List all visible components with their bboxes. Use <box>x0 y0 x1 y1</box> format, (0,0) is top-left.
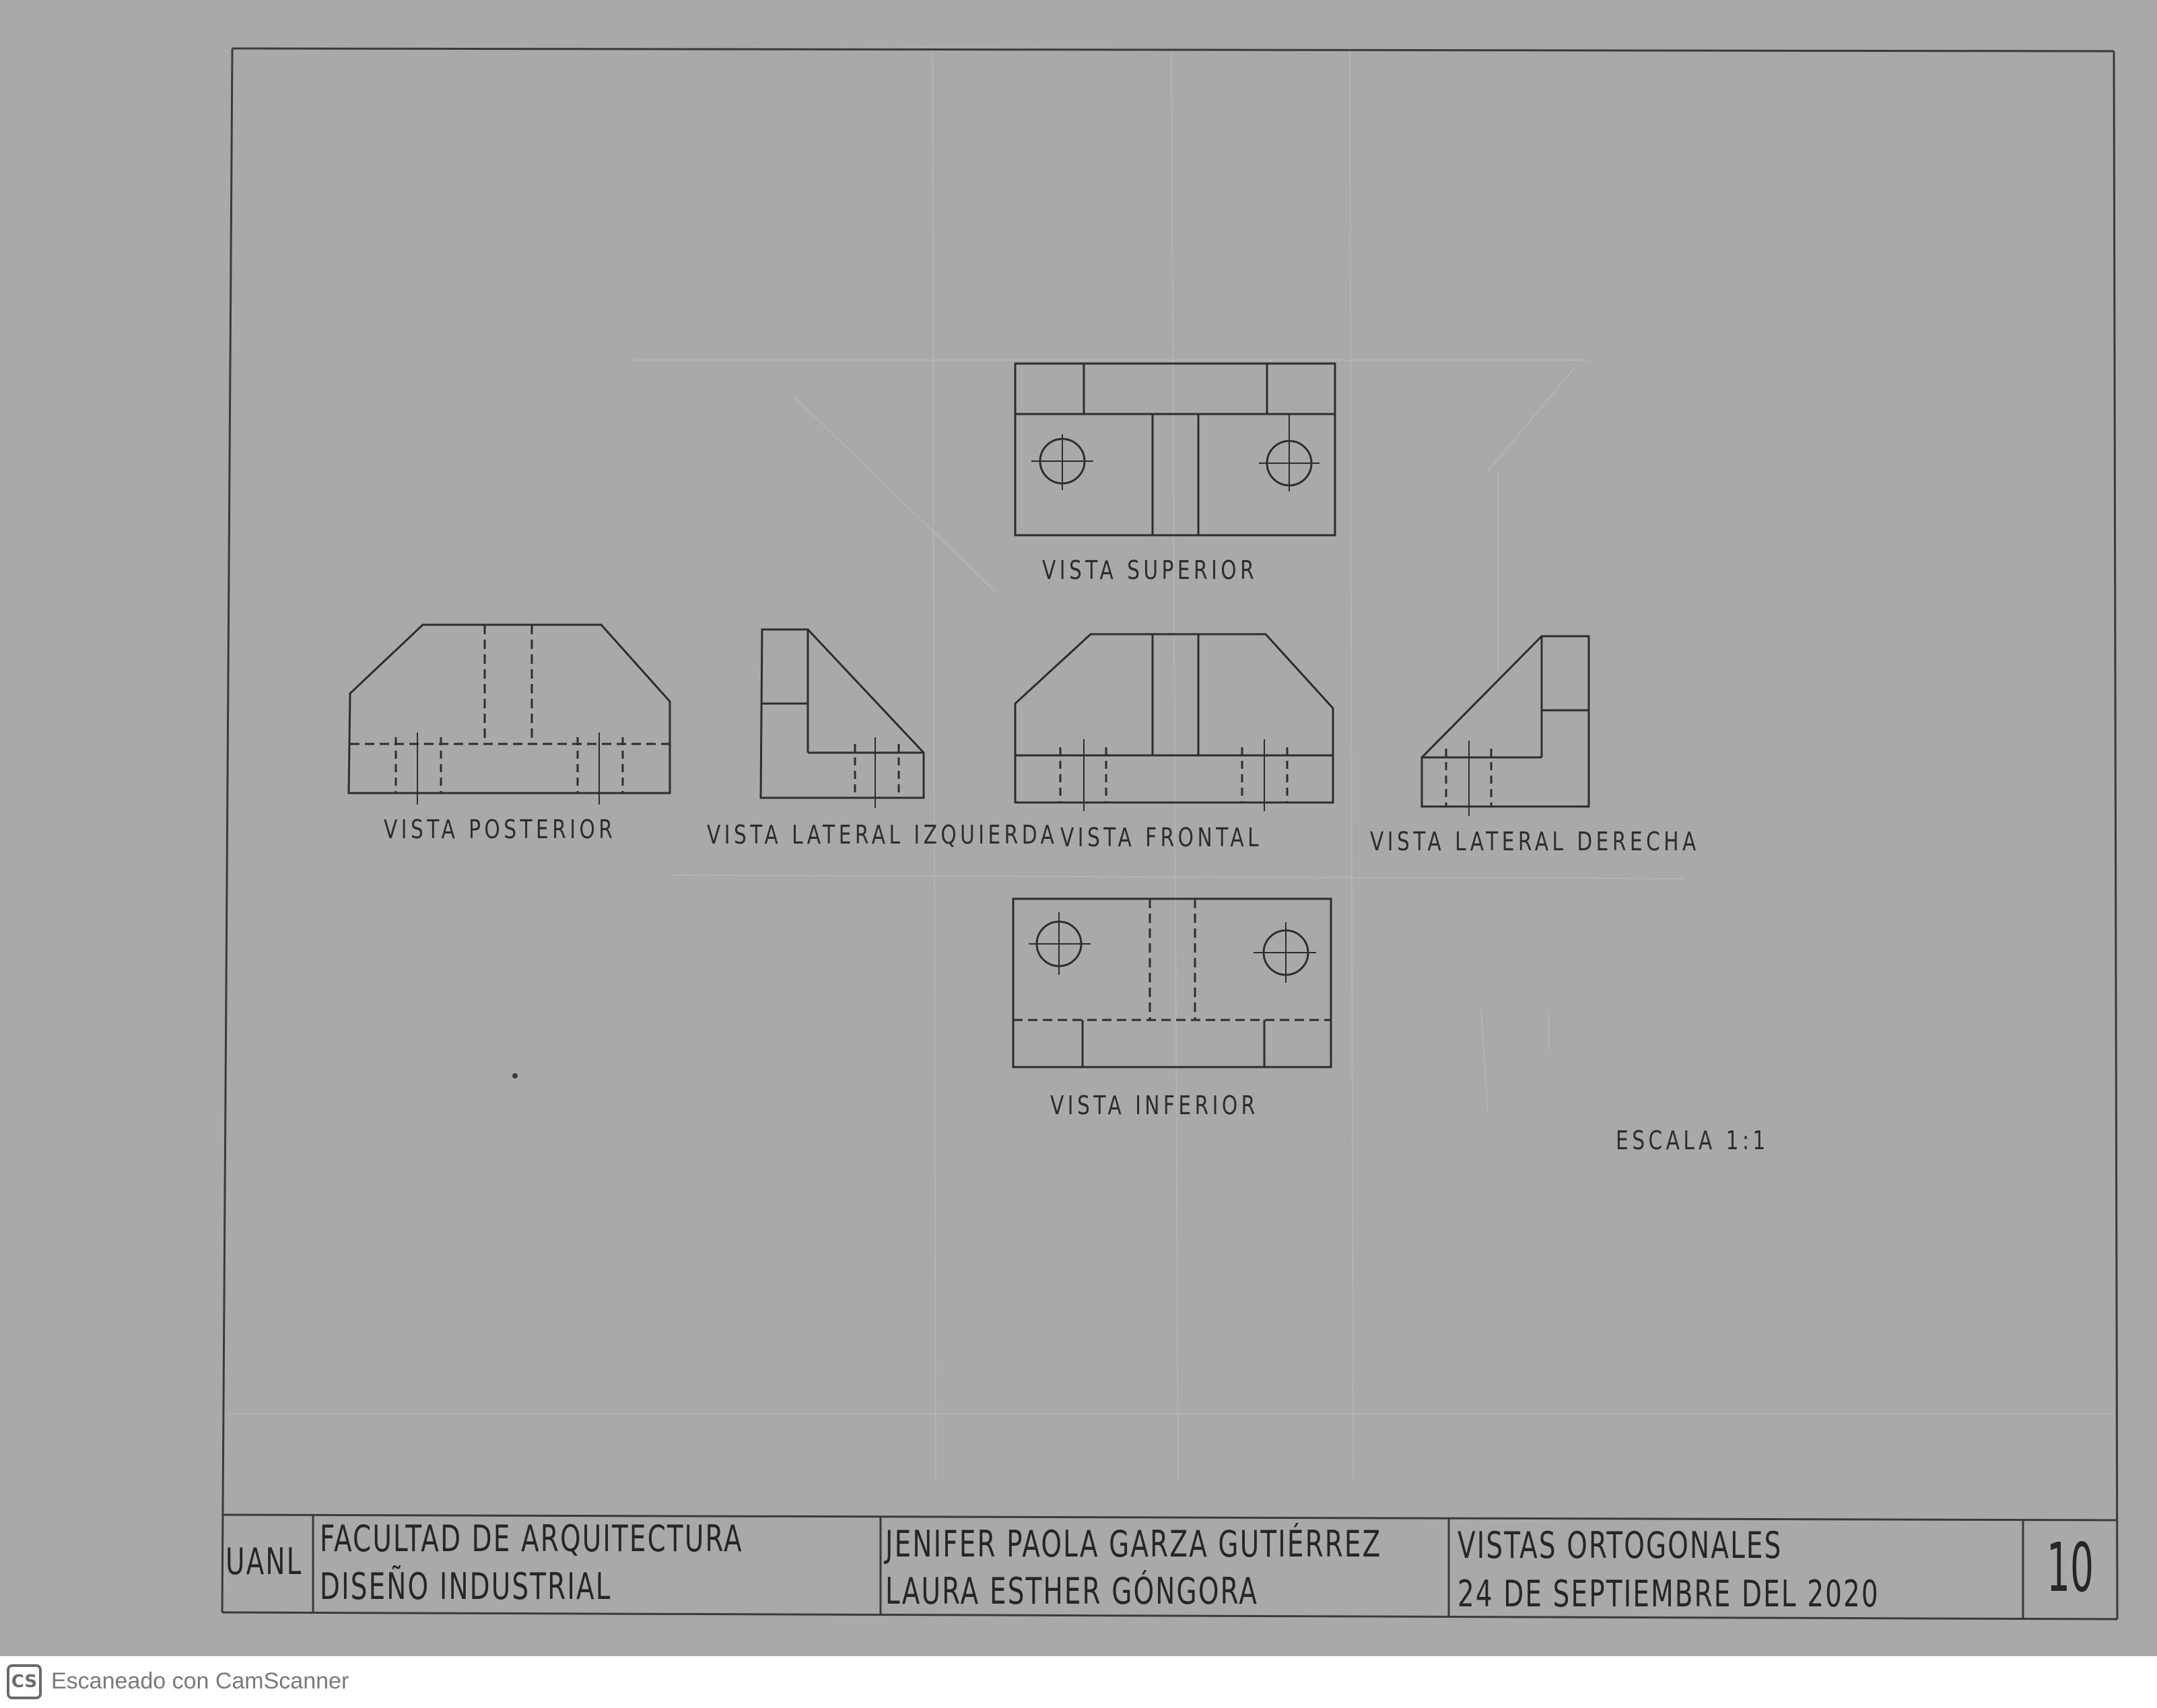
camscanner-watermark <box>0 1656 2157 1708</box>
camscanner-logo: CS <box>7 1664 42 1699</box>
view-superior <box>1015 364 1335 535</box>
label-vista-frontal: VISTA FRONTAL <box>1060 823 1263 852</box>
title-block-sheet-number: 10 <box>2047 1528 2094 1607</box>
title-block-faculty: FACULTAD DE ARQUITECTURA <box>320 1517 743 1560</box>
label-vista-lateral-derecha: VISTA LATERAL DERECHA <box>1370 827 1700 856</box>
title-block-program: DISEÑO INDUSTRIAL <box>320 1565 612 1608</box>
label-vista-inferior: VISTA INFERIOR <box>1050 1091 1259 1120</box>
view-lateral-izquierda <box>761 629 924 808</box>
view-inferior <box>1013 899 1331 1067</box>
construction-guides <box>229 50 2114 1481</box>
label-vista-superior: VISTA SUPERIOR <box>1042 555 1258 585</box>
view-lateral-derecha <box>1422 636 1589 816</box>
label-vista-posterior: VISTA POSTERIOR <box>384 815 617 844</box>
title-block-author-1: JENIFER PAOLA GARZA GUTIÉRREZ <box>885 1523 1382 1565</box>
camscanner-text: Escaneado con CamScanner <box>51 1668 349 1694</box>
title-block-university: UANL <box>226 1540 303 1583</box>
label-vista-lateral-izquierda: VISTA LATERAL IZQUIERDA <box>707 820 1058 850</box>
title-block-drawing-title: VISTAS ORTOGONALES <box>1458 1524 1783 1567</box>
scale-label: ESCALA 1:1 <box>1616 1126 1769 1155</box>
title-block-author-2: LAURA ESTHER GÓNGORA <box>885 1570 1258 1612</box>
view-posterior <box>349 625 670 805</box>
ink-speck <box>512 1073 518 1079</box>
title-block-date: 24 DE SEPTIEMBRE DEL 2020 <box>1458 1573 1880 1615</box>
